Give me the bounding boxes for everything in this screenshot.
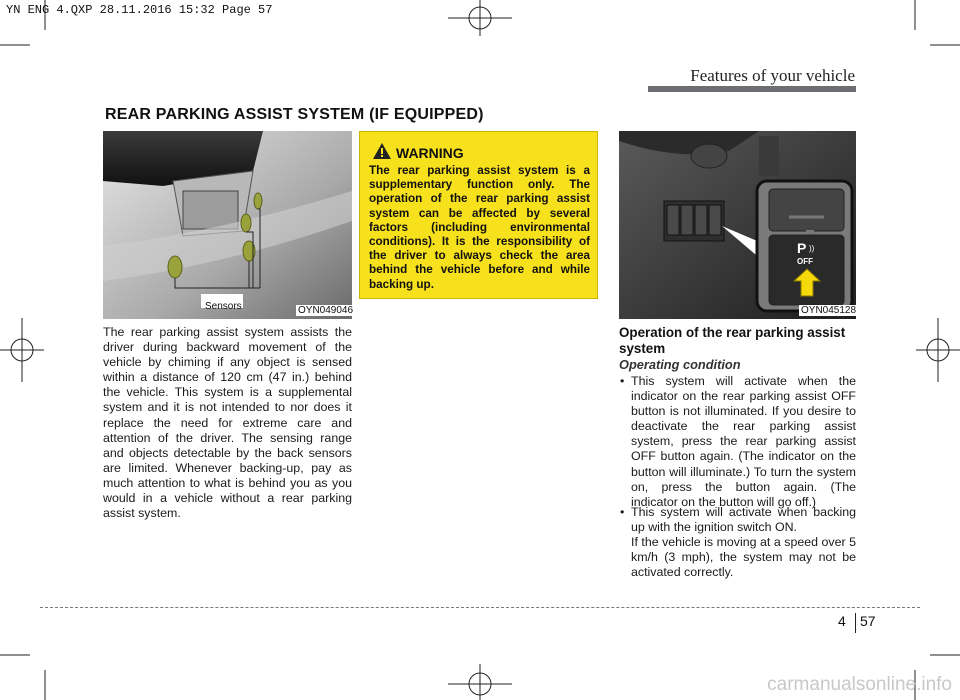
bullet-text: This system will activate when backing up with the ignition switch ON.	[631, 505, 856, 535]
dashboard-switch-illustration	[619, 131, 856, 319]
figure-left-code: OYN049046	[298, 305, 354, 316]
section-title: REAR PARKING ASSIST SYSTEM (IF EQUIPPED)	[105, 106, 484, 123]
warning-text: The rear parking assist system is a supplementary function only. The operation of the rear parking assist system can be affected by several factors (including environmental conditions). It is the responsibility of the driver to always check the area behind the vehicle before and while backing up.	[369, 164, 590, 291]
footer-divider	[40, 607, 920, 608]
warning-title: WARNING	[396, 145, 464, 161]
operating-condition-heading: Operating condition	[619, 357, 741, 372]
operation-heading: Operation of the rear parking assist system	[619, 325, 846, 356]
list-item	[619, 505, 856, 535]
watermark[interactable]: carmanualsonline.info	[767, 674, 952, 695]
rear-bumper-figure	[103, 131, 352, 319]
bullet-dot: •	[620, 505, 625, 519]
speed-note: If the vehicle is moving at a speed over 5 km/h (3 mph), the system may not be activated correctly.	[631, 535, 856, 580]
figure-right-code: OYN045128	[801, 305, 857, 316]
chapter-title: Features of your vehicle	[690, 66, 855, 85]
warning-triangle-icon	[372, 142, 392, 160]
bullet-text: This system will activate when the indicator on the rear parking assist OFF button is not illuminated. If you desire to deactivate the rear parking assist system, press the rear parking assist OFF button again. (The indicator on the button will illuminate.) To turn the system on, press the button again. (The indicator on the button will go off.)	[631, 374, 856, 509]
print-slug: YN ENG 4.QXP 28.11.2016 15:32 Page 57	[6, 3, 273, 17]
off-button-label: OFF	[797, 257, 813, 266]
svg-text:)): ))	[809, 244, 815, 253]
intro-paragraph: The rear parking assist system assists the driver during backward movement of the vehicle by chiming if any object is sensed within a distance of 120 cm (47 in.) behind the vehicle. This system is a supplemental system and it is not intended to nor does it replace the need for extreme care and attention of the driver. The sensing range and objects detectable by the back sensors are limited. Whenever backing-up, pay as much attention to what is behind you as you would in a vehicle without a rear parking assist system.	[103, 325, 352, 521]
rear-bumper-illustration	[103, 131, 352, 319]
bullet-dot: •	[620, 374, 625, 388]
header-bar	[648, 86, 856, 92]
list-item	[619, 374, 856, 510]
svg-text:P: P	[797, 240, 807, 256]
dashboard-switch-figure	[619, 131, 856, 319]
figure-left-caption: Sensors	[205, 301, 242, 312]
chapter-number: 4	[838, 613, 846, 629]
page-number-separator	[855, 613, 856, 633]
page-number: 57	[860, 613, 876, 629]
